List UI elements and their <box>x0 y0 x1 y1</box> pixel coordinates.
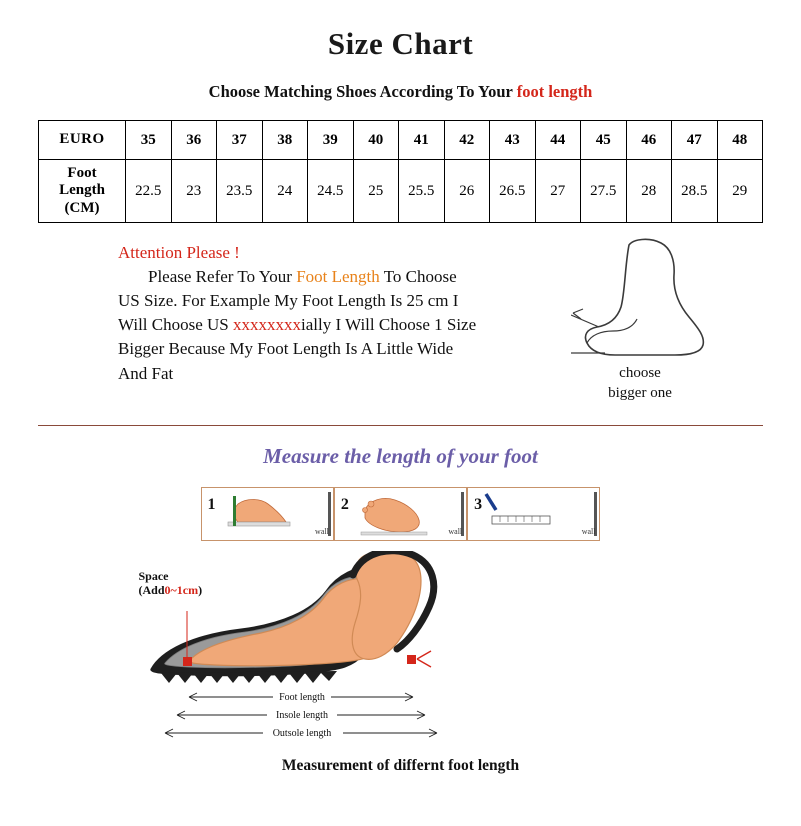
step-wall-label: wall <box>448 527 463 536</box>
step2-foot-top-icon <box>335 488 445 540</box>
table-cell: 28 <box>626 160 672 223</box>
table-cell: 26 <box>444 160 490 223</box>
choose-bigger-caption <box>565 363 715 404</box>
attention-title: Attention Please ! <box>118 243 240 262</box>
dimension-label-outsole-length: Outsole length <box>272 728 331 739</box>
attention-body <box>118 265 588 386</box>
attention-line3-b: ially I Will Choose 1 Size <box>301 315 477 335</box>
table-cell: 23.5 <box>217 160 263 223</box>
foot-diagram-svg <box>121 551 681 751</box>
step3-ruler-icon <box>468 488 578 540</box>
section-divider <box>38 425 763 426</box>
attention-line2: US Size. For Example My Foot Length Is 25 cm I <box>118 291 459 311</box>
measure-step-2 <box>334 487 467 541</box>
table-cell: 22.5 <box>126 160 172 223</box>
step-number: 3 <box>474 496 483 513</box>
table-cell: 44 <box>535 121 581 160</box>
row-label-line1: Foot <box>67 165 97 182</box>
choose-caption-line1: choose <box>619 365 661 381</box>
space-label-suffix: ) <box>198 583 203 598</box>
choose-caption-line2: bigger one <box>608 385 672 402</box>
row-label-euro: EURO <box>39 121 126 160</box>
table-cell: 25.5 <box>399 160 445 223</box>
dimension-label-insole-length: Insole length <box>275 710 328 721</box>
measure-section-title: Measure the length of your foot <box>263 444 538 468</box>
row-label-foot-length <box>39 160 126 223</box>
measure-step-3 <box>467 487 600 541</box>
table-cell: 29 <box>717 160 763 223</box>
table-row-foot-length <box>39 160 763 223</box>
table-cell: 35 <box>126 121 172 160</box>
table-cell: 45 <box>581 121 627 160</box>
space-label-line1: Space <box>138 569 169 583</box>
subtitle-main-text: Choose Matching Shoes According To Your <box>208 82 517 101</box>
size-table <box>38 120 763 223</box>
foot-outline-icon <box>571 235 741 370</box>
attention-line1-b: To Choose <box>379 267 457 286</box>
step1-foot-on-paper-icon <box>202 488 312 540</box>
space-annotation <box>139 569 203 598</box>
step-wall-label: wall <box>581 527 596 536</box>
table-cell: 24 <box>262 160 308 223</box>
table-cell: 41 <box>399 121 445 160</box>
attention-line5: And Fat <box>118 363 174 383</box>
table-cell: 46 <box>626 121 672 160</box>
step-number: 1 <box>207 496 216 513</box>
attention-block <box>38 243 763 413</box>
attention-line1-highlight: Foot Length <box>296 267 380 286</box>
table-cell: 37 <box>217 121 263 160</box>
space-label-prefix: (Add <box>138 583 165 598</box>
dimension-label-foot-length: Foot length <box>278 692 325 703</box>
table-cell: 42 <box>444 121 490 160</box>
attention-line1-a: Please Refer To Your <box>148 267 297 286</box>
table-cell: 39 <box>308 121 354 160</box>
step-wall-label: wall <box>315 527 329 536</box>
row-label-line3: (CM) <box>64 199 100 216</box>
table-row-euro <box>39 121 763 160</box>
measurement-caption: Measurement of differnt foot length <box>281 757 520 774</box>
table-cell: 47 <box>672 121 718 160</box>
size-table-wrapper <box>38 120 763 223</box>
foot-measurement-diagram <box>121 551 681 751</box>
table-cell: 28.5 <box>672 160 718 223</box>
space-label-line2 <box>139 583 203 597</box>
measure-step-1 <box>201 487 334 541</box>
table-cell: 40 <box>353 121 399 160</box>
table-cell: 48 <box>717 121 763 160</box>
page-subtitle <box>0 82 801 102</box>
table-cell: 38 <box>262 121 308 160</box>
attention-line3-a: Will Choose US <box>118 315 234 335</box>
step-number: 2 <box>340 496 349 513</box>
table-cell: 26.5 <box>490 160 536 223</box>
table-cell: 25 <box>353 160 399 223</box>
space-label-value: 0~1cm <box>164 583 199 598</box>
table-cell: 27 <box>535 160 581 223</box>
table-cell: 24.5 <box>308 160 354 223</box>
row-label-line2: Length <box>59 182 105 199</box>
table-cell: 43 <box>490 121 536 160</box>
measure-steps <box>201 487 601 541</box>
subtitle-highlight-text: foot length <box>516 82 593 101</box>
table-cell: 27.5 <box>581 160 627 223</box>
attention-line3-redacted: xxxxxxxx <box>233 315 302 335</box>
attention-line4: Bigger Because My Foot Length Is A Little Wide <box>118 339 454 359</box>
size-chart-page <box>0 26 801 826</box>
table-cell: 23 <box>171 160 217 223</box>
table-cell: 36 <box>171 121 217 160</box>
page-title: Size Chart <box>327 26 474 61</box>
